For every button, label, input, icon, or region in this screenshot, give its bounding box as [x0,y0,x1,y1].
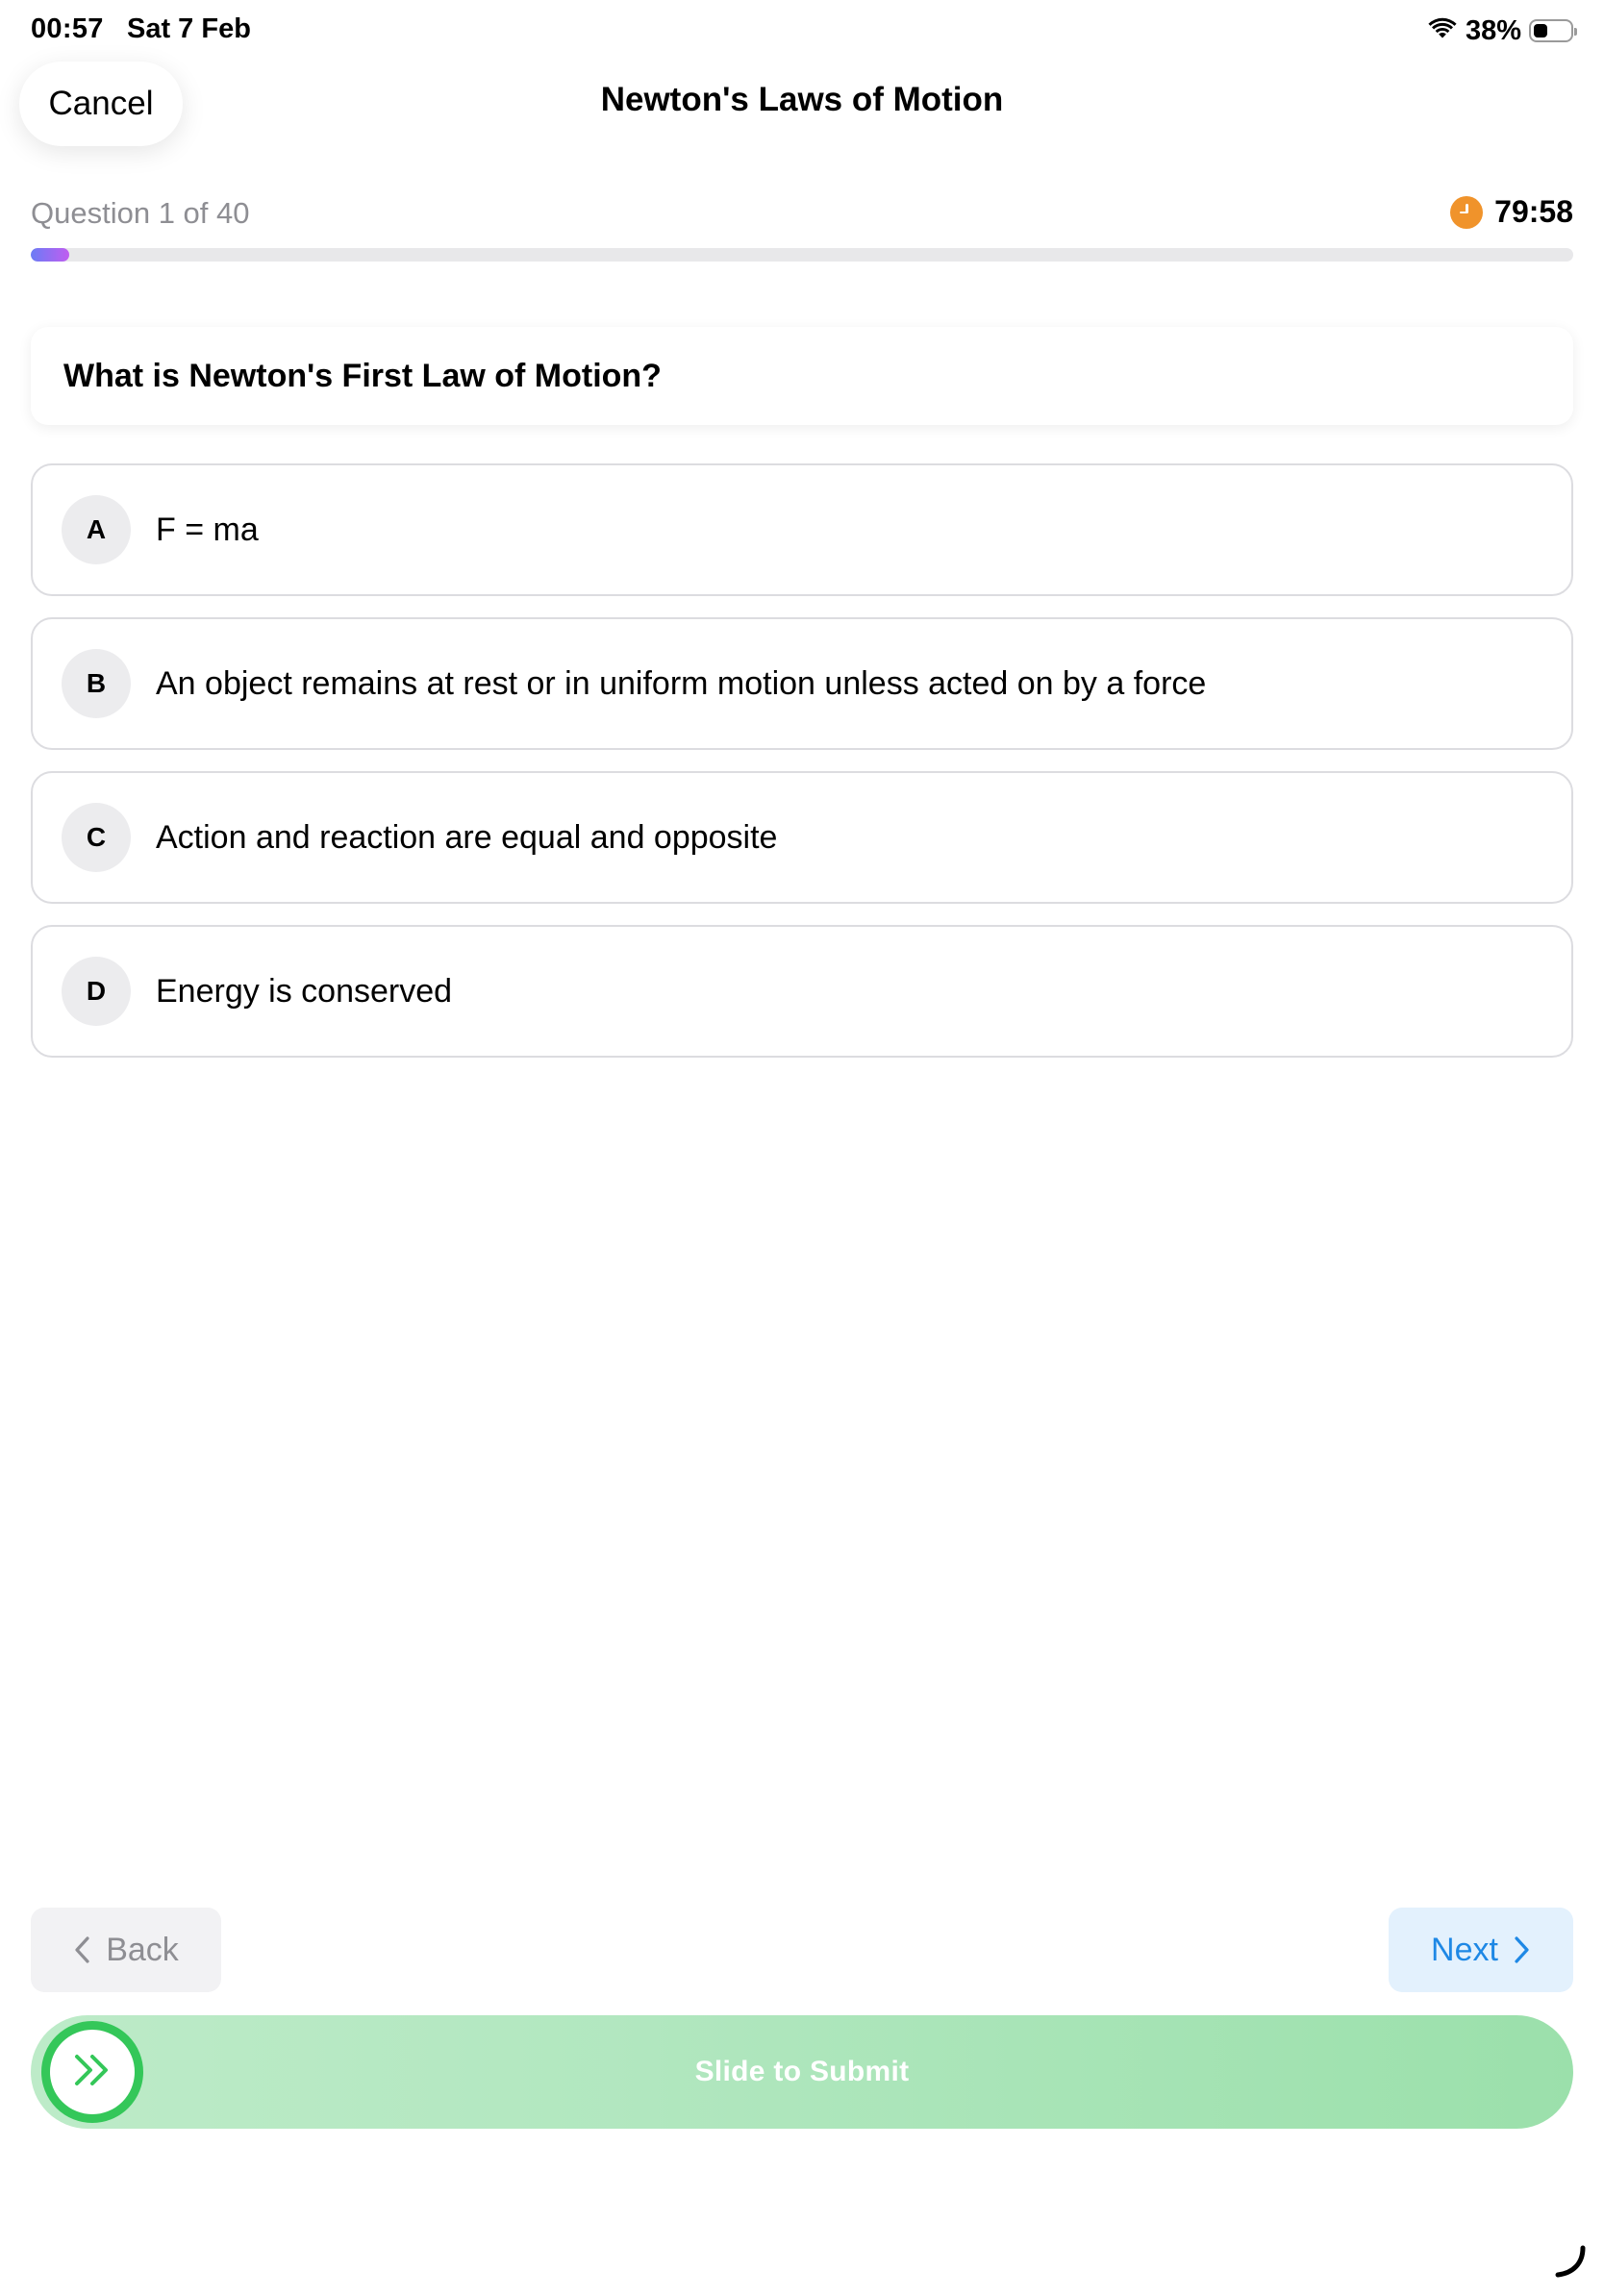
option-c[interactable] [31,771,1573,904]
question-card [31,327,1573,425]
option-letter-badge: B [62,649,131,718]
battery-level [1534,24,1547,37]
clock-icon [1450,196,1483,229]
progress-bar [31,248,1573,262]
battery-nub [1574,28,1577,36]
status-indicators [1427,13,1573,48]
window-resize-handle-icon[interactable] [1550,2242,1589,2281]
double-chevron-right-icon [71,2051,113,2094]
status-date: Sat 7 Feb [127,13,251,44]
option-b[interactable] [31,617,1573,750]
status-bar [0,0,1604,60]
next-label: Next [1431,1931,1498,1968]
cancel-button[interactable]: Cancel [19,62,183,146]
timer [1450,194,1573,230]
wifi-icon [1427,17,1458,45]
option-text: F = ma [156,511,259,548]
status-time: 00:57 [31,13,104,44]
option-a[interactable] [31,463,1573,596]
question-counter: Question 1 of 40 [31,196,250,230]
option-letter-badge: A [62,495,131,564]
progress-bar-fill [31,248,69,262]
question-text: What is Newton's First Law of Motion? [63,357,662,394]
chevron-left-icon [73,1935,90,1964]
timer-text: 79:58 [1494,194,1573,229]
battery-icon [1529,19,1573,42]
next-button[interactable] [1389,1908,1573,1992]
answer-options [31,463,1573,1079]
slide-to-submit-track[interactable] [31,2015,1573,2129]
slide-knob-circle [41,2021,143,2123]
back-label: Back [106,1931,179,1968]
page-title: Newton's Laws of Motion [600,81,1004,118]
option-text: Energy is conserved [156,972,453,1010]
slide-to-submit-handle[interactable] [31,2015,154,2129]
option-text: An object remains at rest or in uniform motion unless acted on by a force [156,664,1207,702]
back-button[interactable] [31,1908,221,1992]
battery-percent: 38% [1465,14,1521,46]
chevron-right-icon [1514,1935,1531,1964]
slide-to-submit-label: Slide to Submit [694,2056,910,2087]
option-d[interactable] [31,925,1573,1058]
option-letter-badge: D [62,957,131,1026]
option-text: Action and reaction are equal and opposite [156,818,778,856]
option-letter-badge: C [62,803,131,872]
